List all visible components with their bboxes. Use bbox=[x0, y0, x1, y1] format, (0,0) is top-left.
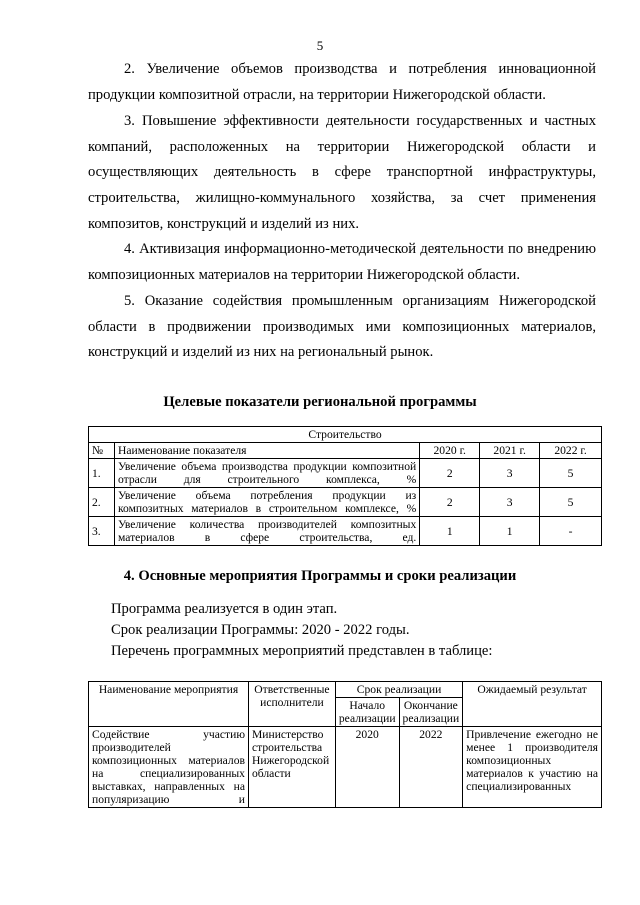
row-2021: 1 bbox=[480, 517, 540, 546]
table-row bbox=[89, 727, 602, 808]
row-name: Увеличение объема потребления продукции из композитных материалов в строительном комплексе, % bbox=[114, 488, 419, 517]
section4-line-1: Программа реализуется в один этап. bbox=[111, 601, 338, 617]
paragraph-goal-2: 2. Увеличение объемов производства и потребления инновационной продукции композитной отрасли, на территории Нижегородской области. bbox=[88, 61, 596, 103]
row-2022: - bbox=[540, 517, 602, 546]
section4-line-3: Перечень программных мероприятий представлен в таблице: bbox=[111, 643, 493, 659]
row-2021: 3 bbox=[480, 488, 540, 517]
table-section-row bbox=[89, 427, 602, 443]
indicators-title: Целевые показатели региональной программы bbox=[163, 394, 477, 410]
paragraph-goal-3: 3. Повышение эффективности деятельности государственных и частных компаний, расположенных на территории Нижегородской области и осуществляющих деятельность в сфере транспортной инфраструктуры, строительства, жилищно-коммунального хозяйства, за счет применения композитов, конструкций и изделий из них. bbox=[88, 113, 596, 232]
row-num: 2. bbox=[89, 488, 115, 517]
activity-end: 2022 bbox=[399, 727, 463, 808]
row-2020: 2 bbox=[420, 459, 480, 488]
row-2022: 5 bbox=[540, 459, 602, 488]
header-responsible: Ответственные исполнители bbox=[248, 682, 335, 727]
header-term: Срок реализации bbox=[335, 682, 462, 698]
section4-line-2: Срок реализации Программы: 2020 - 2022 годы. bbox=[111, 622, 410, 638]
table-row bbox=[89, 517, 602, 546]
page-number: 5 bbox=[316, 38, 324, 53]
activity-start: 2020 bbox=[335, 727, 399, 808]
row-2020: 2 bbox=[420, 488, 480, 517]
activities-table bbox=[88, 681, 602, 808]
header-start: Начало реализации bbox=[335, 698, 399, 727]
header-2021: 2021 г. bbox=[480, 443, 540, 459]
header-end: Окончание реализации bbox=[399, 698, 463, 727]
row-name: Увеличение количества производителей композитных материалов в сфере строительства, ед. bbox=[114, 517, 419, 546]
header-2022: 2022 г. bbox=[540, 443, 602, 459]
row-name: Увеличение объема производства продукции композитной отрасли для строительного комплекса, % bbox=[114, 459, 419, 488]
paragraph-goal-5: 5. Оказание содействия промышленным организациям Нижегородской области в продвижении производимых ими композиционных материалов, конструкций и изделий из них на региональный рынок. bbox=[88, 293, 596, 361]
header-num: № bbox=[89, 443, 115, 459]
section-label: Строительство bbox=[89, 427, 602, 443]
row-2021: 3 bbox=[480, 459, 540, 488]
section4-title: 4. Основные мероприятия Программы и сроки реализации bbox=[123, 568, 517, 584]
table-row bbox=[89, 459, 602, 488]
header-2020: 2020 г. bbox=[420, 443, 480, 459]
row-num: 1. bbox=[89, 459, 115, 488]
activity-responsible: Министерство строительства Нижегородской области bbox=[248, 727, 335, 808]
row-num: 3. bbox=[89, 517, 115, 546]
header-name: Наименование показателя bbox=[114, 443, 419, 459]
table-header-row bbox=[89, 443, 602, 459]
table-header-row bbox=[89, 682, 602, 698]
indicators-table bbox=[88, 426, 602, 546]
activity-name: Содействие участию производителей композиционных материалов на специализированных выставках, направленных на популяризацию и bbox=[89, 727, 249, 808]
header-result: Ожидаемый результат bbox=[463, 682, 602, 727]
activity-result: Привлечение ежегодно не менее 1 производителя композиционных материалов к участию на специализированных bbox=[463, 727, 602, 808]
row-2022: 5 bbox=[540, 488, 602, 517]
header-activity-name: Наименование мероприятия bbox=[89, 682, 249, 727]
paragraph-goal-4: 4. Активизация информационно-методической деятельности по внедрению композиционных материалов на территории Нижегородской области. bbox=[88, 241, 596, 283]
table-row bbox=[89, 488, 602, 517]
row-2020: 1 bbox=[420, 517, 480, 546]
